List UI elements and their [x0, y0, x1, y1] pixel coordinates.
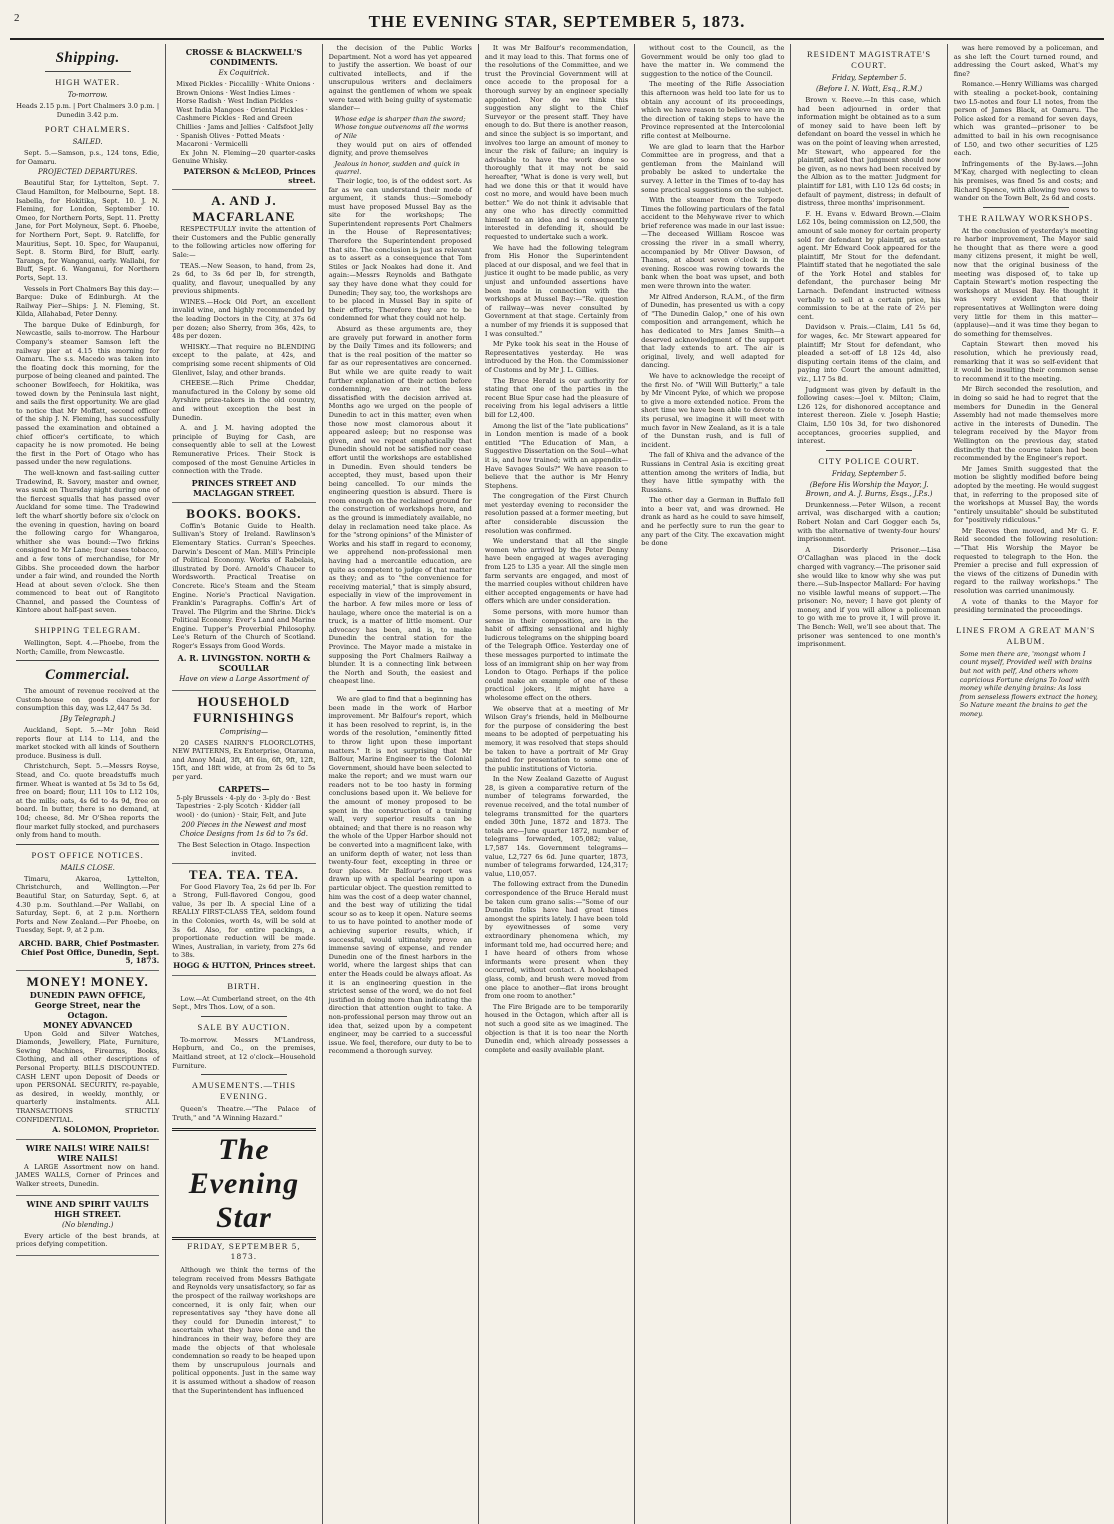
news-item-19: The fall of Khiva and the advance of the Russians in Central Asia is exciting great attention among the writers of India, but they have little sympathy with the Russians.	[641, 451, 785, 494]
sailed-label: SAILED.	[72, 138, 103, 147]
crosse-extra: Ex John N. Fleming—20 quarter-casks Genuine Whisky.	[172, 148, 316, 166]
column-7	[948, 44, 1104, 1524]
shipping-body-1: The barque Duke of Edinburgh, for Newcastle, sails to-morrow. The Harbour Company's steamer Samson left the railway pier at 4.15 this morning for Oamaru. The s.s. Macedo was taken into the floating dock this morning, for the purpose of being cleaned and painted. The schooner Bowlfeech, for Hokitika, was towed down by the Peninsula last night, and sails the first opportunity. We are glad to notice that Mr Moffatt, second officer of the ship J. N. Fleming, has successfully passed the examination and obtained a chief officer's certificate, to which capacity he is now promoted. He being the first in the Port of Otago who has passed under the new regulations.	[16, 320, 160, 467]
rm-case-4: Judgment was given by default in the following cases:—Joel v. Milton; Claim, L26 12s, for dishonored acceptance and interest thereon. Ziele v. Joseph Hastie; Claim, L50 10s 3d, for two dishonored acceptances, groceries supplied, and interest.	[797, 385, 941, 446]
editorial-text-5: We are glad to find that a beginning has been made in the work of Harbor improvement. Mr Balfour's report, which it has been resolved to reprint, is, in the words of the resolution, "eminently fitted to throw light upon these important matters." It is not surprising that Mr Balfour, Marine Engineer to the Colonial Government, should have been selected to make the report; and we must warn our readers not to be too hasty in forming conclusions based upon it. We believe for the amount of money proposed to be spent in the construction of a training wall, very superior results can be obtained; and that there is no reason why the whole of the Upper Harbor should not be converted into a magnificent lake, with an uniform depth of water, not less than twenty-four feet, excepting in three or four places. Mr Balfour's report was drawn up with a special bearing upon a particular object. The question remitted to him was the cost of a deep water channel, and the best way of utilizing the tidal scour so as to keep it open. Nature seems to us to have pointed to another mode of achieving superior results, which, if successful, would ultimately prove an immense saving of expense, and render Dunedin one of the finest harbors in the world, where the largest ships that can enter the Heads could be always afloat. As it is an engineering question in the strictest sense of the word, we do not feel justified in doing more than indicating the direction that attention ought to take. A non-professional person may throw out an idea that, seized upon by a competent engineer, may be carried to a successful issue. We feel, therefore, our duty to be to recommend a thorough survey.	[328, 694, 472, 1056]
police-case-3: was here removed by a policeman, and as she left the Court turned round, and addressing the Court asked, What's my fine?	[953, 44, 1098, 78]
high-water-label: HIGH WATER.	[55, 77, 120, 87]
column-2	[166, 44, 322, 1524]
macfarlane-cheese: CHEESE.—Rich Prime Cheddar, manufactured in the Colony by some old Ayrshire prize-takers in the old country, and without exception the best in Dunedin.	[172, 379, 316, 422]
news-item-20: The other day a German in Buffalo fell into a beer vat, and was drowned. He drank as hard as he could to save himself, and he perfectly sure to run the gear to any part of the City. The excavation might be done	[641, 496, 785, 548]
sailed-text: Sept. 5.—Samson, p.s., 124 tons, Edie, for Oamaru.	[16, 149, 160, 166]
vessels-text: Vessels in Port Chalmers Bay this day:—Barque: Duke of Edinburgh. At the Railway Pier—Ships: J. N. Fleming, St. Kilda, Allahabad, Peter Denny.	[16, 284, 160, 319]
column-4	[479, 44, 635, 1524]
birth-text: Low.—At Cumberland street, on the 4th Sept., Mrs Thos. Low, of a son.	[172, 994, 316, 1012]
macfarlane-teas: TEAS.—New Season, to hand, from 2s, 2s 6d, to 3s 6d per lb, for strength, quality, and flavour, unequalled by any previous shipments.	[172, 261, 316, 296]
masthead-title: THE EVENING STAR, SEPTEMBER 5, 1873.	[368, 12, 746, 31]
news-item-10: In the New Zealand Gazette of August 28, is given a comparative return of the number of telegrams forwarded, the revenue received, and the total number of telegrams transmitted for the quarters ended 30th June, 1872 and 1873. The totals are—June quarter 1872, number of telegrams forwarded, 105,082; value, L7,587 14s. Government telegrams—value, L2,727 6s 6d. June quarter, 1873, number of telegrams forwarded, 124,317; value, L10,057.	[484, 775, 629, 878]
news-item-18: We have to acknowledge the receipt of the first No. of "Will Will Butterly," a tale by Mr Vincent Pyke, of which we propose to give a more extended notice. From the short time we have been able to devote to its perusal, we imagine it will meet with much favor in New Zealand, as it is a tale of the Dunstan rush, and is full of incident.	[641, 371, 785, 449]
column-1	[10, 44, 166, 1524]
shipping-telegram-text: Wellington, Sept. 4.—Phoebe, from the North; Camille, from Newcastle.	[16, 639, 160, 656]
column-3	[323, 44, 479, 1524]
news-item-17: Mr Alfred Anderson, R.A.M., of the firm of Dunedin, has presented us with a copy of "The Dunedin Galop," one of his own composition and arrangement, which he has dedicated to Mrs James Smith—a deserved acknowledgment of the support that lady extends to art. The air is original, lively, and well adapted for dancing.	[641, 292, 785, 370]
column-6	[791, 44, 947, 1524]
police-case-4: Romance.—Henry Williams was charged with stealing a pocket-book, containing two L5-notes and four L1 notes, from the person of James Black, at Oamaru. The Police asked for a remand for seven days, which was granted—prisoner to be admitted to bail in his own recognisance of L50, and two other securities of L25 each.	[953, 80, 1098, 158]
workshops-heading: THE RAILWAY WORKSHOPS.	[958, 212, 1094, 223]
police-case-1: Drunkenness.—Peter Wilson, a recent arrival, was discharged with a caution; Robert Nolan and Carl Gogger each 5s, with the alternative of twenty-four hours' imprisonment.	[797, 500, 941, 544]
tea-ad	[172, 864, 315, 976]
commercial-text: The amount of revenue received at the Custom-house on goods cleared for consumption this day, was L2,447 5s 3d.	[16, 687, 160, 713]
workshops-text-2: Captain Stewart then moved his resolution, which he previously read, remarking that it was so self-evident that it would be insulting their common sense to recommend it to the meeting.	[953, 340, 1098, 383]
carpets-label: CARPETS—	[218, 783, 270, 794]
crosse-signature: PATERSON & McLEOD, Princes street.	[183, 166, 316, 185]
rm-court-heading: RESIDENT MAGISTRATE'S COURT.	[806, 49, 932, 70]
macfarlane-signature: PRINCES STREET AND MACLAGGAN STREET.	[191, 477, 297, 498]
crosse-ad	[172, 44, 315, 190]
auckland-text: Auckland, Sept. 5.—Mr John Reid reports flour at L14 to L14, and the market stocked with all kinds of Southern produce. Business is dull.	[16, 726, 160, 760]
news-item-8: Some persons, with more humor than sense in their composition, are in the habit of affixing sensational and highly ludicrous telegrams on the shipping board of the Telegraph Office. Yesterday one of these messages purported to intimate the loss of an immigrant ship on her way from London to Otago. Perhaps if the police could make an example of one of these practical jokers, it might have a wholesome effect on the others.	[484, 608, 629, 702]
auction-text: To-morrow. Messrs M'Landress, Hepburn, and Co., on the premises, Maitland street, at 12 o'clock—Household Furniture.	[172, 1035, 316, 1070]
police-court-date: Friday, September 5.	[831, 469, 907, 478]
household-ad	[172, 691, 315, 864]
rm-case-2: F. H. Evans v. Edward Brown.—Claim L62 10s, being commission on L2,500, the amount of sale money for certain property sold for defendant by plaintiff, as estate agent. Mr Edward Cook appeared for the plaintiff, Mr Stout for the defendant. Plaintiff stated that he negotiated the sale of the York Hotel and stables for defendant, the purchaser being Mr Larnach. Defendant instructed witness verbally to sell at a certain price, his commission to be at the rate of 2½ per cent.	[797, 209, 941, 321]
editorial-text-2: they would put on airs of offended dignity, and prove themselves	[328, 140, 472, 158]
news-item-13: without cost to the Council, as the Government would be only too glad to have the matter in. We commend the suggestion to the notice of the Council.	[641, 44, 785, 78]
news-item-5: Among the list of the "late publications" in London mention is made of a book entitled "The Education of Man, a Suggestive Dissertation on the Soul—what it is, and how trained; with an appendix—Have Savages Souls?" We have reason to believe that the author is Mr Henry Stephens.	[484, 421, 629, 490]
amusements-heading: AMUSEMENTS.—THIS EVENING.	[191, 1080, 296, 1102]
macfarlane-close: A. and J. M. having adopted the principle of Buying for Cash, are consequently able to sell at the Lowest Remunerative Prices. Their Stock is composed of the most Genuine Articles in connection with the Trade.	[172, 424, 316, 476]
tea-heading: TEA. TEA. TEA.	[188, 866, 299, 882]
divider	[983, 207, 1070, 208]
news-item-16: With the steamer from the Torpedo Times the following particulars of the fatal accident to the Mehywave river to which brief reference was made in our last issue:—The deceased William Roscoe was crossing the river in a small wherry, accompanied by Mr Oliver Dawson, of Thames, at about seven o'clock in the evening. Roscoe was rowing towards the bank when the boat was upset, and both men were thrown into the water.	[641, 196, 785, 291]
rm-case-3: Davidson v. Prais.—Claim, L41 5s 6d, for wages, &c. Mr Stewart appeared for plaintiff; Mr Stout for defendant, who pleaded a set-off of L8 12s 4d, also disputing certain items of the claim, and paying into Court the amount admitted, viz., L17 5s 8d.	[797, 323, 941, 383]
news-item-2: We have had the following telegram from His Honor the Superintendent placed at our disposal, and we feel that in justice it ought to be made public, as very unjust and unfounded assertions have been made in connection with the workshops at Mussel Bay:—"Re. question of railway—was never consulted by Government at that stage. Certainly from a number of my friends it is supposed that I was consulted."	[484, 243, 629, 338]
carpets-list: 5-ply Brussels · 4-ply do · 3-ply do · Best Tapestries · 2-ply Scotch · Kidder (all wool) · do (union) · Stair, Felt, and Jute	[176, 793, 311, 819]
money-signature: A. SOLOMON, Proprietor.	[52, 1125, 160, 1135]
household-heading: HOUSEHOLD FURNISHINGS	[193, 693, 295, 725]
divider	[16, 660, 159, 661]
news-item-7: We understand that all the single women who arrived by the Peter Denny have been engaged at wages averaging from L25 to L35 a year. All the single men farm servants are engaged, and most of the married couples without children have either accepted engagements or have had offers which are under consideration.	[484, 537, 629, 606]
birth-heading: BIRTH.	[227, 980, 261, 991]
macfarlane-whisky: WHISKY.—That require no BLENDING except to the palate, at 42s, and comprising some recent shipments of Old Glenlivet, Islay, and other brands.	[172, 342, 316, 377]
divider	[826, 450, 912, 451]
workshops-text-4: Mr James Smith suggested that the motion be slightly modified before being adopted by the meeting. He would suggest that, in referring to the proposed site of the workshops at Mussel Bay, the words "entirely unsuitable" should be substituted for "positively ridiculous."	[953, 464, 1098, 525]
macfarlane-ad	[172, 190, 315, 503]
books-heading: BOOKS. BOOKS.	[186, 505, 302, 521]
news-item-1: It was Mr Balfour's recommendation, and it may lead to this. That forms one of the resolutions of the Committee, and we trust the Provincial Government will at once accede to the proposal for a thorough survey by an engineer specially appointed. Nor do we think this suggestion any slight to the Chief Surveyor or the present staff. They have enough to do. But there is another reason, and since the subject is so important, and involves too large an amount of money to incur the risk of failure; an inquiry is advisable to have the work done so thoroughly that it may not be said hereafter, "What is done is very well, but had we done this or that it would have cost no more, and would have been much better." We do not think it advisable that any one who has directly committed himself to an idea and is consequently interested in defending it, should be requested to undertake such a work.	[484, 44, 629, 242]
news-item-11: The following extract from the Dunedin correspondence of the Bruce Herald must be taken cum grano salis:—"Some of our Dunedin folks have had great times amongst the spirits lately. I have been told by eyewitnesses of some very extraordinary phenomena which, my informant told me, had occurred here; and I have heard of others from whose informants were present when they occurred, without contact. A hookshaped glass, comb, and brush were moved from one place to another—flat irons brought from one room to another."	[484, 880, 629, 1001]
projected-text: Beautiful Star, for Lyttelton, Sept. 7. Claud Hamilton, for Melbourne, Sept. 18. Isabella, for Hokitika, Sept. 10. J. N. Fleming, for London, September 10. Omeo, for Northern Ports, Sept. 11. Pretty Jane, for Port Molyneux, Sept. 6. Phoebe, for Northern Port, Sept. 9. Ratcliffe, for Mauritius, Sept. 10. Spec, for Waupanui, Sept. 8. Storm Bird, for Bluff, early. Taranga, for Wanganui, early. Wallabi, for Bluff, Sept. 6. Wanganui, for Northern Ports, Sept. 13.	[16, 179, 160, 282]
by-telegraph: [By Telegraph.]	[60, 715, 115, 724]
workshops-text-6: A vote of thanks to the Mayor for presiding terminated the proceedings.	[953, 597, 1098, 615]
macfarlane-wines: WINES.—Hock Old Port, an excellent invalid wine, and highly recommended by the leading Doctors in the City, at 37s 6d per dozen; also Sherry, from 36s, 42s, to 48s per dozen.	[172, 297, 316, 341]
editorial-text-3: Their logic, too, is of the oddest sort. As far as we can understand their mode of argument, it stands thus:—Somebody must have proposed Mussel Bay as the site for the workshops; The Superintendent represents Port Chalmers in the House of Representatives; Therefore the Superintendent proposed that site. The conclusion is just as relevant as to assert as a consequence that Tom Stiles or Jack Noakes had done it. And again:—Messrs Reynolds and Bathgate say they have done what they could for Dunedin; They say, too, the workshops are to be placed in Mussel Bay in spite of their efforts; Therefore they are to be condemned for what they could not help.	[328, 176, 472, 323]
news-item-4: The Bruce Herald is our authority for stating that one of the parties in the recent Blue Spur case had the pleasure of receiving from his legal advisers a little bill for L2,400.	[484, 376, 629, 419]
paper-name: The Evening Star	[172, 1128, 315, 1240]
divider	[16, 844, 159, 845]
workshops-text-5: Mr Reeves then moved, and Mr G. F. Reid seconded the following resolution:—"That His Worship the Mayor be requested to telegraph to the Hon. the Premier a precise and full expression of the views of the citizens of Dunedin with regard to the railway workshops." The resolution was carried unanimously.	[953, 526, 1098, 596]
shipping-body-2: The well-known and fast-sailing cutter Tradewind, R. Savory, master and owner, was sunk on Thursday night during one of the fiercest squalls that has passed over Auckland for some time. The Tradewind left the wharf shortly before six o'clock on the evening in question, having on board the following cargo for Whangaroa, whither she was bound:—Two firkins consigned to Mr Lane; four cases tobacco, and a few tons of merchandise, for Mr Gibbs. She proceeded down the harbor under a fair wind, and rounded the North Head at about seven o'clock. She then commenced to beat out of Rangitoto Channel, and passed the Countess of Kintore about half-past seven.	[16, 468, 160, 615]
news-item-3: Mr Pyke took his seat in the House of Representatives yesterday. He was introduced by the Hon. the Commissioner of Customs and by Mr J. L. Gillies.	[484, 340, 629, 374]
projected-label: PROJECTED DEPARTURES.	[37, 168, 138, 177]
album-poem: Some men there are, 'mongst whom I count myself, Provided well with brains but not with pelf, And others whom capricious Fortune deigns To load with money while denying brains: As loss from senseless flowers extract the honey, So Nature meant the brains to get the money.	[959, 649, 1098, 718]
tea-text: For Good Flavory Tea, 2s 6d per lb. For a Strong, Full-flavored Congou, good value, 3s per lb. A special Line of a REALLY FIRST-CLASS TEA, seldom found in the Colonies, worth 4s, will be sold at 3s 6d. Also, for entire packings, a proportionate reduction will be made. Wines, Australian, in variety, from 27s 6d to 38s.	[172, 882, 316, 960]
carpets-note: 200 Pieces in the Newest and most Choice Designs from 1s 6d to 7s 6d.	[179, 821, 308, 839]
editorial-quote-2: Jealous in honor, sudden and quick in quarrel.	[334, 159, 460, 177]
wine-heading: WINE AND SPIRIT VAULTS HIGH STREET.	[26, 1198, 149, 1219]
police-court-heading: CITY POLICE COURT.	[818, 455, 920, 466]
books-notice: Have on view a Large Assortment of	[179, 674, 309, 683]
news-item-15: We are glad to learn that the Harbor Committee are in progress, and that a gentleman from the Mainland will probably be asked to undertake the survey. A letter in the Times of to-day has some practical suggestions on the subject.	[641, 142, 785, 194]
divider	[201, 1074, 287, 1075]
carpets-close: The Best Selection in Otago. Inspection invited.	[177, 841, 311, 858]
divider	[983, 619, 1070, 620]
wire-ad	[16, 1140, 159, 1196]
wine-sub: (No blending.)	[61, 1220, 114, 1229]
crosse-heading: CROSSE & BLACKWELL'S CONDIMENTS.	[185, 47, 303, 67]
high-water-sub: To-morrow.	[67, 91, 108, 99]
auction-heading: SALE BY AUCTION.	[197, 1021, 291, 1032]
crosse-sub: Ex Coquitrick.	[218, 69, 270, 77]
post-office-heading: POST OFFICE NOTICES.	[31, 849, 144, 860]
post-text: Timaru, Akaroa, Lyttelton, Christchurch, and Wellington.—Per Beautiful Star, on Saturday, Sept. 6, at 4.30 p.m. Southland.—Per Wallabi, on Saturday, Sept. 6, at 2 p.m. Northern Ports and New Zealand.—Per Phoebe, on Tuesday, Sept. 9, at 2 p.m.	[16, 874, 160, 935]
high-water-times: Heads 2.15 p.m. | Port Chalmers 3.0 p.m. | Dunedin 3.42 p.m.	[16, 102, 160, 119]
news-item-9: We observe that at a meeting of Mr Wilson Gray's friends, held in Melbourne for the purpose of considering the best means to be adopted of perpetuating his memory, it was resolved that steps should be taken to have a portrait of Mr Gray painted for presentation to some one of the public institutions of Victoria.	[484, 704, 629, 773]
editorial-quote-1: Whose edge is sharper than the sword; Whose tongue outvenoms all the worms of Nile	[334, 114, 469, 140]
books-list: Coffin's Botanic Guide to Health. Sullivan's Story of Ireland. Rawlinson's Elementary Statics. Curran's Speeches. Darwin's Descent of Man. Mill's Principle of Political Economy. Works of Rabelais, illustrated by Doré. Arnold's Chaucer to Wordsworth. Practical Treatise on Concrete. Rice's Steam and the Steam Engine. Norie's Practical Navigation. Franklin's Paragraphs. Coffin's Art of Travel. The Pilgrim and the Shrine. Dick's Political Economy. Ever's Land and Marine Engine. Tupper's Proverbial Philosophy. Lee's Return of the Church of Scotland. Roger's Essays from Good Words.	[172, 521, 316, 651]
police-case-5: Infringements of the By-laws.—John M'Kay, charged with neglecting to clean his premises, was fined 5s and costs; and Richard Spence, with allowing two cows to wander on the Town Belt, 2s 6d and costs.	[953, 159, 1098, 203]
wire-heading: WIRE NAILS! WIRE NAILS! WIRE NAILS!	[25, 1142, 150, 1163]
money-heading: MONEY! MONEY.	[26, 973, 149, 989]
news-item-12: The Fire Brigade are to be temporarily housed in the Octagon, which after all is not such a good site as we imagined. The objection is that it is too near the North Dunedin end, which already possesses a complete and easily available plant.	[484, 1002, 629, 1054]
album-heading: LINES FROM A GREAT MAN'S ALBUM.	[956, 624, 1096, 646]
post-signature: ARCHD. BARR, Chief Postmaster. Chief Post Office, Dunedin, Sept. 5, 1873.	[18, 938, 160, 966]
news-item-6: The congregation of the First Church met yesterday evening to reconsider the resolution passed at a former meeting, but after considerable discussion the resolution was confirmed.	[484, 492, 629, 535]
police-court-before: (Before His Worship the Mayor, J. Brown, and A. J. Burns, Esqs., J.P.s.)	[805, 480, 933, 498]
divider	[45, 619, 131, 620]
shipping-telegram-heading: SHIPPING TELEGRAM.	[34, 625, 141, 636]
money-text: Upon Gold and Silver Watches, Diamonds, Jewellery, Plate, Furniture, Sewing Machines, Firearms, Books, Clothing, and all other descriptions of Personal Property. BILLS DISCOUNTED. CASH LENT upon Deposit of Deeds or upon PERSONAL SECURITY, re-payable, as desired, in weekly, monthly, or quarterly instalments. ALL TRANSACTIONS STRICTLY CONFIDENTIAL.	[16, 1029, 160, 1124]
crosse-list: Mixed Pickles · Piccalilly · White Onions · Brown Onions · West Indies Limes · Horse Radish · West Indian Pickles · West India Mangoes · Oriental Pickles · Cashmere Pickles · Red and Green Chillies · Jams and Jellies · Calfsfoot Jelly · Spanish Olives · Potted Meats · Macaroni · Vermicelli	[176, 80, 315, 149]
divider	[357, 690, 443, 691]
divider	[45, 71, 131, 72]
amusements-text: Queen's Theatre.—"The Palace of Truth," and "A Winning Hazard."	[172, 1105, 316, 1122]
wire-text: A LARGE Assortment now on hand. JAMES WALLS, Corner of Princes and Walker streets, Dunedin.	[16, 1162, 160, 1188]
shipping-heading: Shipping.	[55, 50, 120, 66]
editorial-title-block	[172, 1128, 315, 1262]
editorial-text-4: Absurd as these arguments are, they are gravely put forward in another form by the Daily Times and its followers; and that is the real position of the matter so far as our representatives are concerned. But while we are quite ready to wait further explanation of their action before condemning, we are not the less dissatisfied with the decision arrived at. Months ago we urged on the people of Dunedin to act in this matter, even when those now most clamorous about it appeared asleep; but no response was given, and we repeat emphatically that Dunedin should not be satisfied nor cease effort until the workshops are established in Dunedin. Even should tenders be accepted, they must, based upon their being cancelled. To our minds the engineering question is absurd. There is room enough on the reclaimed ground for the construction of workshops here, and as the ground is immediately available, no delay in reclamation need take place. As for the "strong opinions" of the Minister of Works and his staff in regard to economy, we apprehend non-professional men having had a mercantile education, are quite as competent to judge of that matter as they; and as to "the convenience for receiving material," that is simply absurd, especially in view of the improvement in the harbor. A few miles more or less of haulage, where once the material is on a truck, is a matter of little moment. Our advocacy has been, and is, to make Dunedin the central station for the Province. The Mayor made a mistake in supposing the Port Chalmers Railway a blunder. It is a connecting link between the North and South, the easiest and cheapest line.	[328, 325, 472, 686]
wine-text: Every article of the best brands, at prices defying competition.	[16, 1231, 160, 1249]
columns	[10, 44, 1104, 1524]
divider	[201, 1016, 287, 1017]
commercial-heading: Commercial.	[45, 667, 131, 684]
workshops-text-3: Mr Birch seconded the resolution, and in doing so said he had to regret that the members for Dunedin in the General Assembly had not made themselves more active in the interests of Dunedin. The telegram received by the Mayor from Wellington on the previous day, stated distinctly that the course taken had been recommended by the Engineer's report.	[953, 385, 1098, 463]
police-case-2: A Disorderly Prisoner.—Lisa O'Callaghan was placed in the dock charged with vagrancy.—The prisoner said she would like to know why she was put there.—Sub-Inspector Mallard: For having no visible lawful means of support.—The prisoner: No, never; I have got plenty of money, and if you will allow a policeman to go with me to prove it, I will prove it. The Bench: Well, we'll see about that. The prisoner was sentenced to one month's imprisonment.	[797, 545, 941, 649]
port-heading: PORT CHALMERS.	[44, 124, 131, 135]
workshops-text-1: At the conclusion of yesterday's meeting re harbor improvement, The Mayor said he thought that as there were a good many citizens present, it might be well, now that the original business of the meeting was disposed of, to take up Captain Stewart's motion respecting the workshops at Mussel Bay. He thought it was very evident that their representatives at Wellington were doing very little for them in this matter—(applause)—and it was time they began to do something for themselves.	[953, 226, 1098, 338]
mails-close: MAILS CLOSE.	[60, 863, 115, 872]
money-advanced: MONEY ADVANCED	[43, 1019, 133, 1030]
christchurch-text: Christchurch, Sept. 5.—Messrs Royse, Stead, and Co. quote breadstuffs much firmer. Wheat is wanted at 5s 3d to 5s 6d, free on board; flour, L11 10s to L12 10s, at the mills; oats, 4s 6d to 4s 9d, free on board. In butter, there is no demand, at 10d; cheese, 8d. Mr O'Shea reports the flour market fully stocked, and purchasers only from hand to mouth.	[16, 762, 160, 840]
macfarlane-text: RESPECTFULLY invite the attention of their Customers and the Public generally to the following articles now offering for Sale:—	[172, 225, 316, 259]
rm-court-before: (Before I. N. Watt, Esq., R.M.)	[815, 85, 923, 93]
page-number: 2	[14, 12, 21, 24]
wine-ad	[16, 1196, 159, 1256]
household-text: 20 CASES NAIRN'S FLOORCLOTHS, NEW PATTERNS, Ex Enterprise, Otarama, and Amoy Maid, 3ft, 4ft 6in, 6ft, 9ft, 12ft, 15ft, and 18ft wide, at from 2s 6d to 5s per yard.	[172, 738, 316, 782]
paper-date: FRIDAY, SEPTEMBER 5, 1873.	[187, 1242, 301, 1262]
masthead	[10, 8, 1104, 40]
rm-court-date: Friday, September 5.	[831, 74, 907, 82]
money-sub: DUNEDIN PAWN OFFICE, George Street, near the Octagon.	[29, 989, 146, 1020]
household-sub: Comprising—	[219, 727, 268, 736]
editorial-lead: Although we think the terms of the telegram received from Messrs Bathgate and Reynolds very unsatisfactory, so far as the prospect of the railway workshops are concerned, it is only fair, when our representatives say "they have done all they could for Dunedin interest," to ascertain what they have done and the hindrances in their way, before they are made the objects of that wholesale condemnation so ready to be heaped upon them by unscrupulous journals and political opponents. Just in the same way it is assumed without a shadow of reason that the Superintendent has influenced	[172, 1266, 316, 1395]
books-ad	[172, 503, 315, 691]
column-5	[635, 44, 791, 1524]
tea-signature: HOGG & HUTTON, Princes street.	[173, 960, 316, 970]
editorial-text-1: the decision of the Public Works Department. Not a word has yet appeared to justify the assertion. We boast of our cultivated intellects, and if the unscrupulous writers and declaimers against the gentlemen of whom we speak were taxed with being guilty of systematic slander—	[328, 44, 472, 113]
news-item-14: The meeting of the Rifle Association this afternoon was held too late for us to obtain any account of its proceedings, which we have reason to believe we are in the direction of taking steps to have the Province represented at the Intercolonial rifle contest at Melbourne.	[641, 80, 785, 140]
money-ad	[16, 971, 159, 1140]
rm-case-1: Brown v. Reeve.—In this case, which had been adjourned in order that information might be obtained as to a sum of money said to have been left by defendant on board the vessel in which he was on the point of leaving when arrested, Mr Stewart, who appeared for the plaintiff, asked that judgment should now be given, as no news had been received by the Albion as to the matter. Judgment for plaintiff for L81, with L10 12s 6d costs; in default of payment, distress; in default of distress, three months' imprisonment.	[797, 96, 941, 208]
books-signature: A. R. LIVINGSTON. NORTH & SCOULLAR	[177, 652, 311, 673]
macfarlane-heading: A. AND J. MACFARLANE	[192, 193, 296, 225]
